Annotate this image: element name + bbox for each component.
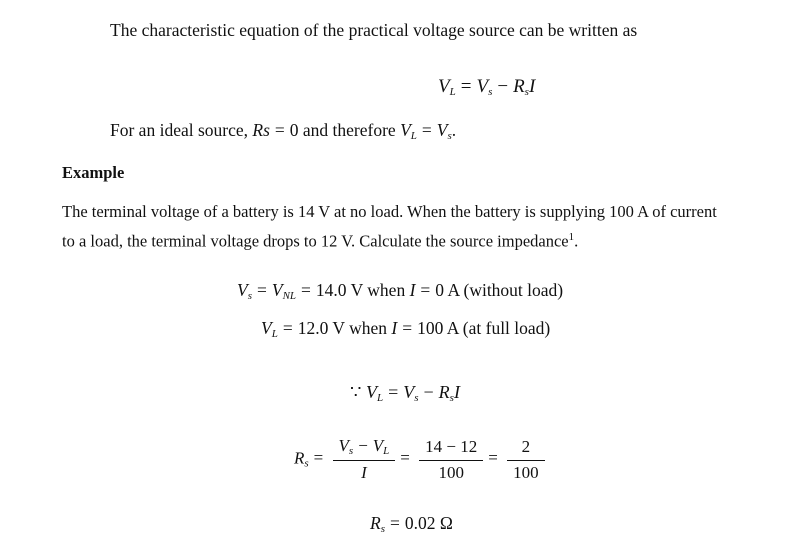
equation-because — [350, 382, 460, 404]
text-span: For an ideal source, — [110, 120, 249, 140]
equation-result — [370, 513, 453, 535]
eq-symbol: I — [409, 280, 416, 300]
eq-subscript: L — [410, 130, 417, 142]
text-span: 0 A (without load) — [435, 280, 564, 300]
text-span: 12.0 V when — [297, 318, 387, 338]
eq-operator: = — [402, 318, 413, 338]
fraction-numerator — [333, 436, 396, 461]
eq-operator: = — [420, 280, 431, 300]
text-span: 14.0 V when — [315, 280, 406, 300]
text-span: 0.02 Ω — [404, 513, 453, 533]
footnote-marker: 1 — [568, 231, 575, 243]
text-span: and therefore — [302, 120, 396, 140]
intro-text: The characteristic equation of the practical voltage source can be written as — [110, 20, 638, 40]
fraction-simplified — [507, 437, 545, 483]
ideal-source-text — [110, 120, 456, 142]
eq-symbol: V — [237, 280, 248, 300]
eq-operator: = — [256, 280, 267, 300]
fraction-denominator: I — [361, 463, 367, 482]
eq-symbol: V — [476, 76, 489, 97]
fraction-numerator: 2 — [507, 437, 545, 461]
fraction-numeric — [419, 437, 483, 483]
eq-symbol: Rs — [252, 120, 270, 140]
eq-operator: = — [313, 448, 324, 468]
eq-symbol: V — [338, 436, 349, 455]
eq-subscript: s — [414, 392, 419, 404]
eq-operator: − — [358, 436, 368, 455]
text-span: . — [574, 231, 579, 251]
eq-operator: = — [388, 382, 399, 402]
eq-symbol: V — [436, 120, 448, 140]
example-line-2 — [62, 231, 578, 252]
text-span: 0 — [289, 120, 299, 140]
eq-operator: = — [421, 120, 432, 140]
eq-subscript: L — [271, 328, 278, 340]
eq-symbol: R — [294, 448, 305, 468]
text-span: . — [451, 120, 457, 140]
eq-symbol: V — [403, 382, 415, 402]
eq-symbol: V — [365, 382, 377, 402]
eq-operator: − — [423, 382, 434, 402]
example-heading: Example — [62, 163, 125, 182]
eq-symbol: I — [528, 76, 536, 97]
equation-no-load — [237, 280, 563, 302]
equation-full-load — [261, 318, 550, 340]
eq-operator: = — [460, 76, 472, 97]
fraction-denominator: 100 — [438, 462, 464, 482]
eq-subscript: s — [449, 392, 454, 404]
eq-subscript: s — [488, 86, 493, 98]
eq-symbol: I — [453, 382, 460, 402]
eq-symbol: V — [438, 76, 450, 97]
because-symbol: ∵ — [350, 382, 362, 402]
eq-symbol: V — [400, 120, 411, 140]
fraction-denominator: 100 — [513, 462, 539, 482]
eq-subscript: L — [449, 86, 456, 98]
eq-operator: = — [274, 120, 285, 140]
eq-subscript: s — [524, 86, 529, 98]
eq-subscript: s — [348, 445, 354, 457]
equation-rs-fraction — [294, 436, 545, 483]
eq-operator: − — [497, 76, 509, 97]
eq-symbol: I — [391, 318, 398, 338]
eq-operator: = — [400, 448, 410, 468]
eq-subscript: L — [383, 445, 390, 457]
text-span: to a load, the terminal voltage drops to 12 V. Calculate the source impedance — [62, 231, 569, 251]
eq-subscript: L — [376, 392, 384, 404]
fraction-numerator: 14 − 12 — [419, 437, 483, 461]
eq-symbol: R — [513, 76, 525, 97]
example-line-1: The terminal voltage of a battery is 14 V at no load. When the battery is supplying 100 A of current — [62, 202, 717, 221]
eq-subscript: s — [304, 457, 309, 470]
eq-subscript: s — [247, 290, 252, 302]
eq-symbol: R — [370, 513, 381, 533]
eq-subscript: s — [380, 523, 385, 535]
characteristic-equation — [438, 76, 535, 98]
eq-symbol: V — [261, 318, 272, 338]
eq-operator: = — [282, 318, 293, 338]
eq-operator: = — [488, 448, 498, 468]
eq-symbol: V — [372, 436, 384, 455]
eq-symbol: R — [438, 382, 450, 402]
eq-subscript: s — [447, 130, 452, 142]
text-span: 100 A (at full load) — [417, 318, 551, 338]
eq-subscript: NL — [282, 290, 297, 302]
fraction-symbolic — [333, 436, 396, 483]
eq-operator: = — [301, 280, 311, 300]
eq-operator: = — [389, 513, 400, 533]
eq-symbol: V — [271, 280, 283, 300]
